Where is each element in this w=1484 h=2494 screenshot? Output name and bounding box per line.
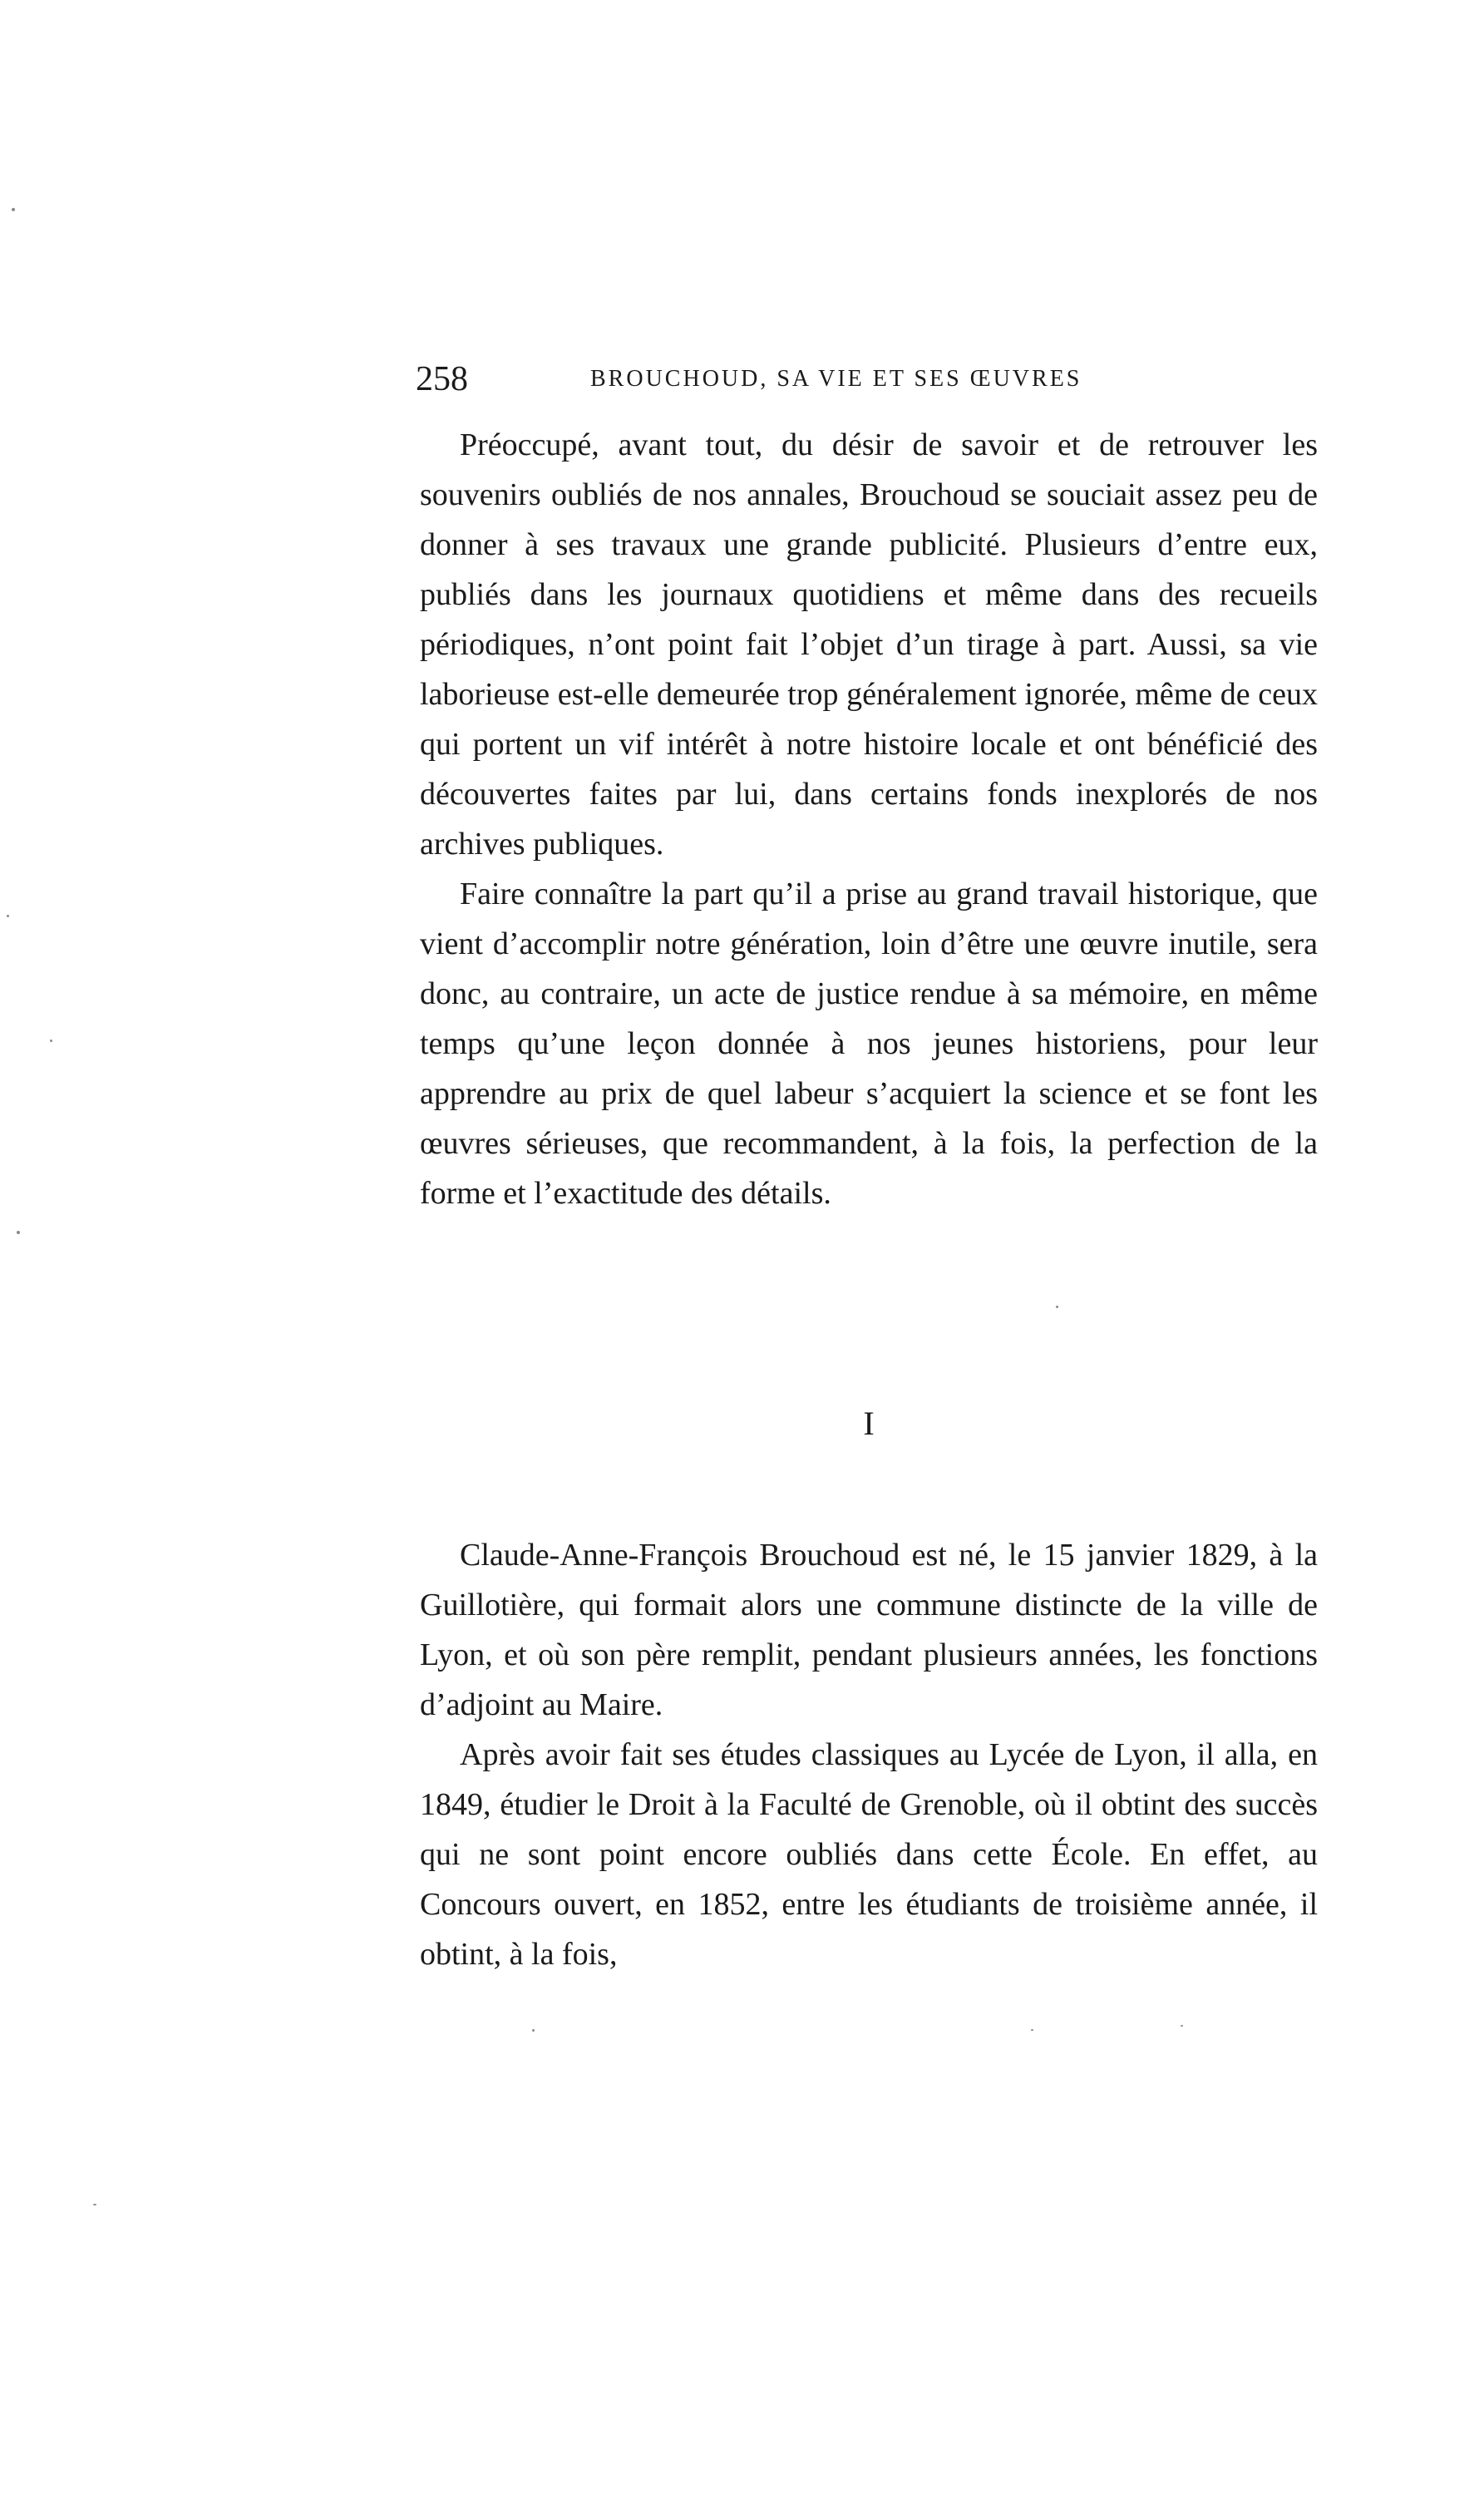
paragraph: Après avoir fait ses études classiques au Lycée de Lyon, il alla, en 1849, étudier le Droit à la Faculté de Grenoble, où il obtint des succès qui ne sont point encore oubliés dans cette École. En effet, au Concours ouvert, en 1852, entre les étudiants de troisième année, il obtint, à la fois, — [420, 1737, 1318, 1972]
section-text — [420, 1530, 1318, 1979]
paper-speck — [7, 915, 9, 917]
paper-speck — [1056, 1306, 1058, 1308]
paragraph: Faire connaître la part qu’il a prise au grand travail historique, que vient d’accomplir notre génération, loin d’être une œuvre inutile, sera donc, au contraire, un acte de justice rendue à sa mémoire, en même temps qu’une leçon donnée à nos jeunes historiens, pour leur apprendre au prix de quel labeur s’acquiert la science et se font les œuvres sérieuses, que recommandent, à la fois, la perfection de la forme et l’exactitude des détails. — [420, 877, 1318, 1211]
paper-speck — [532, 2029, 535, 2032]
paper-speck — [50, 1040, 52, 1042]
page-header — [416, 359, 1314, 409]
intro-text — [420, 420, 1318, 1218]
page-number: 258 — [416, 360, 468, 398]
section-heading: I — [863, 1405, 875, 1442]
paper-speck — [1031, 2029, 1033, 2031]
paper-speck — [93, 2204, 96, 2205]
paper-speck — [17, 1231, 20, 1234]
paper-speck — [12, 208, 15, 211]
paper-speck — [1181, 2025, 1183, 2027]
running-title: BROUCHOUD, SA VIE ET SES ŒUVRES — [590, 366, 1082, 392]
paragraph: Préoccupé, avant tout, du désir de savoir et de retrouver les souvenirs oubliés de nos annales, Brouchoud se souciait assez peu de donner à ses travaux une grande publicité. Plusieurs d’entre eux, publiés dans les journaux quotidiens et même dans des recueils périodiques, n’ont point fait l’objet d’un tirage à part. Aussi, sa vie laborieuse est-elle demeurée trop généralement ignorée, même de ceux qui portent un vif intérêt à notre histoire locale et ont bénéficié des découvertes faites par lui, dans certains fonds inexplorés de nos archives publiques. — [420, 427, 1318, 862]
paragraph: Claude-Anne-François Brouchoud est né, le 15 janvier 1829, à la Guillotière, qui formait alors une commune distincte de la ville de Lyon, et où son père remplit, pendant plusieurs années, les fonctions d’adjoint au Maire. — [420, 1538, 1318, 1722]
